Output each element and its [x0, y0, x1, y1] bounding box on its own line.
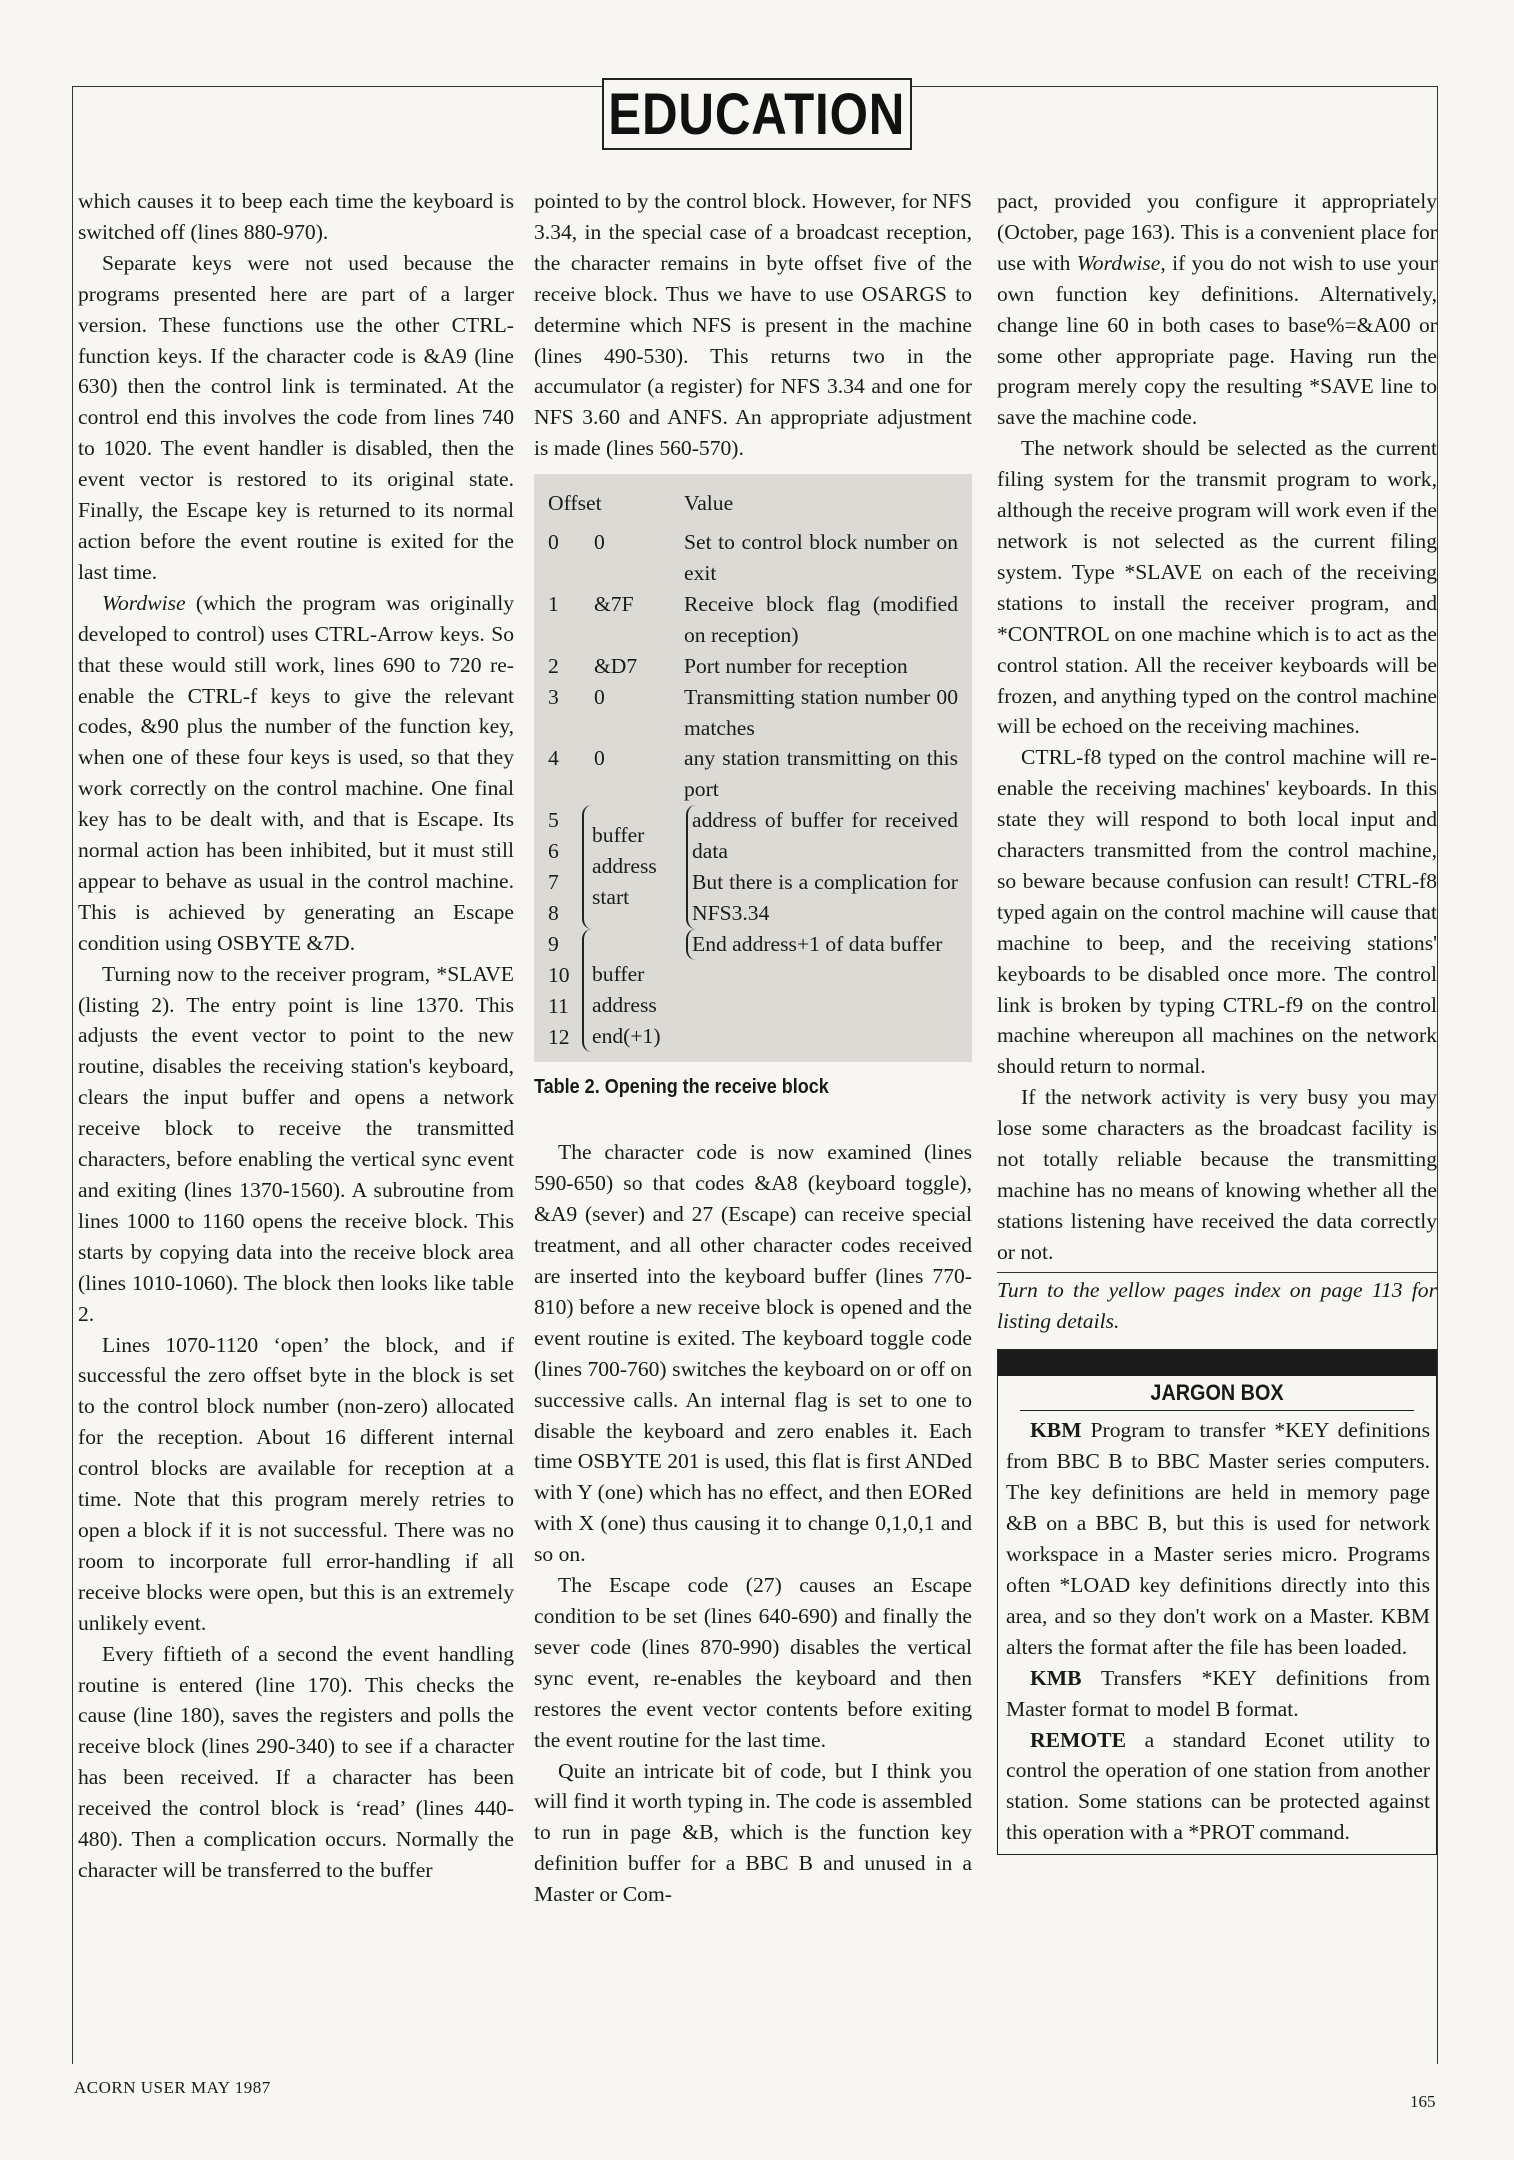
- paragraph: The character code is now examined (lines 590-650) so that codes &A8 (keyboard toggle), &A9 (sever) and 27 (Escape) can receive special treatment, and all other character codes received are inserted into the keyboard buffer (lines 770-810) before a new receive block is opened and the event routine is exited. The keyboard toggle code (lines 700-760) switches the keyboard on or off on successive calls. An internal flag is set to one to disable the keyboard and zero enables it. Each time OSBYTE 201 is used, this flat is first ANDed with Y (one) which has no effect, and then EORed with X (one) thus causing it to change 0,1,0,1 and so on.: [534, 1140, 972, 1567]
- table-cell-offset: 0: [594, 684, 605, 709]
- jargon-term: KMB: [1030, 1665, 1082, 1690]
- paragraph: If the network activity is very busy you may lose some characters as the broadcast facility is not totally reliable because the transmitting machine has no means of knowing whether all the stations listening have received the data correctly or not.: [997, 1085, 1437, 1264]
- paragraph: Quite an intricate bit of code, but I think you will find it worth typing in. The code is assembled to run in page &B, which is the function key definition buffer for a BBC B and unused in a Master or Com-: [534, 1758, 972, 1907]
- jargon-definition: a standard Econet utility to control the operation of one station from another station. Some stations can be protected against this operation with a *PROT command.: [1006, 1727, 1430, 1845]
- table-cell-number: 0: [548, 530, 559, 555]
- note-divider: [997, 1272, 1437, 1273]
- wordwise-emphasis: Wordwise: [102, 590, 186, 615]
- paragraph: [78, 588, 514, 959]
- article-column-2: [534, 186, 972, 1910]
- article-column-1: [78, 186, 514, 1886]
- page-number: 165: [1410, 2092, 1436, 2111]
- table-group-buffer-end: [548, 929, 958, 1053]
- jargon-entry: [1006, 1415, 1430, 1662]
- table-row: [548, 527, 958, 589]
- table-cell-number: 3: [548, 684, 559, 709]
- table-cell-value: Port number for reception: [684, 653, 908, 678]
- jargon-box: [997, 1349, 1437, 1856]
- table-row: [548, 651, 958, 682]
- table-header-row: [548, 488, 958, 519]
- paragraph: pointed to by the control block. However, for NFS 3.34, in the special case of a broadcast reception, the character remains in byte offset five of the receive block. Thus we have to use OSARGS to determine which NFS is present in the machine (lines 490-530). This returns two in the accumulator (a register) for NFS 3.34 and one for NFS 3.60 and ANFS. An appropriate adjustment is made (lines 560-570).: [534, 189, 972, 461]
- jargon-entry: [1006, 1663, 1430, 1725]
- table-cell-value: address of buffer for received data: [692, 808, 958, 864]
- table-cell-label: buffer: [592, 961, 645, 986]
- frame-right-rule: [1437, 86, 1438, 2064]
- table-cell-number: 1: [548, 591, 559, 616]
- paragraph: Separate keys were not used because the programs presented here are part of a larger version. These functions use the other CTRL-function keys. If the character code is &A9 (line 630) then the control link is terminated. At the control end this involves the code from lines 740 to 1020. The event handler is disabled, then the event vector is restored to its original state. Finally, the Escape key is returned to its normal action before the event routine is exited for the last time.: [78, 250, 514, 584]
- table-caption: Table 2. Opening the receive block: [534, 1076, 829, 1099]
- group-values-brace: [686, 805, 958, 929]
- table-cell-number: 12: [548, 1024, 570, 1049]
- table-cell-value: Set to control block number on exit: [684, 530, 958, 585]
- table-cell-number: 6: [548, 839, 559, 864]
- table-header-offset: Offset: [548, 491, 602, 516]
- paragraph: which causes it to beep each time the keyboard is switched off (lines 880-970).: [78, 189, 514, 244]
- table-cell-label: start: [592, 885, 630, 910]
- table-cell-label: address: [592, 992, 657, 1017]
- table-cell-offset: &7F: [594, 591, 634, 616]
- paragraph: Lines 1070-1120 ‘open’ the block, and if successful the zero offset byte in the block is set to the control block number (non-zero) allocated for the reception. About 16 different internal control blocks are available for reception at a time. Note that this program merely retries to open a block if it is not successful. There was no room to incorporate full error-handling if all receive blocks were open, but this is an extremely unlikely event.: [78, 1332, 514, 1635]
- table-row: [548, 682, 958, 744]
- paragraph: Turning now to the receiver program, *SLAVE (listing 2). The entry point is line 1370. This adjusts the event vector to point to the new routine, disables the receiving station's keyboard, clears the input buffer and opens a network receive block to receive the transmitted characters, before enabling the vertical sync event and exiting (lines 1370-1560). A subroutine from lines 1000 to 1160 opens the receive block. This starts by copying data into the receive block area (lines 1010-1060). The block then looks like table 2.: [78, 961, 514, 1326]
- jargon-term: KBM: [1030, 1418, 1082, 1443]
- paragraph: The network should be selected as the current filing system for the transmit program to work, although the receive program will work even if the network is not selected as the current filing system. Type *SLAVE on each of the receiving stations to install the receiver program, and *CONTROL on one machine which is to act as the control station. All the receiver keyboards will be frozen, and anything typed on the control machine will be echoed on the receiving machines.: [997, 436, 1437, 739]
- table-row: [548, 743, 958, 805]
- paragraph-text: , if you do not wish to use your own function key definitions. Alternatively, change line 60 in both cases to base%=&A00 or some other appropriate page. Having run the program merely copy the resulting *SAVE line to save the machine code.: [997, 250, 1437, 430]
- table-cell-offset: 0: [594, 530, 605, 555]
- group-values-brace: [686, 929, 958, 960]
- group-labels-brace: [582, 805, 686, 929]
- jargon-definition: Program to transfer *KEY definitions from BBC B to BBC Master series computers. The key definitions are held in memory page &B on a BBC B, but this is used for network workspace in a Master series micro. Programs often *LOAD key definitions directly into this area, and so they don't work on a Master. KBM alters the format after the file has been loaded.: [1006, 1418, 1430, 1659]
- table-cell-label: buffer: [592, 823, 645, 848]
- table-cell-number: 2: [548, 653, 559, 678]
- jargon-term: REMOTE: [1030, 1727, 1126, 1752]
- table-cell-value: End address+1 of data buffer: [692, 931, 943, 956]
- listing-note: Turn to the yellow pages index on page 113 for listing details.: [997, 1277, 1437, 1333]
- paragraph-text: pact, provided you configure it appropriately (October, page 163). This is a convenient place for use with: [997, 189, 1437, 275]
- table-cell-value: Receive block flag (modified on reception): [684, 591, 958, 647]
- table-cell-number: 7: [548, 870, 559, 895]
- wordwise-emphasis: Wordwise: [1076, 250, 1161, 275]
- table-cell-offset: &D7: [594, 653, 638, 678]
- paragraph: CTRL-f8 typed on the control machine will re-enable the receiving machines' keyboards. In this state they will respond to both local input and characters transmitted from the control machine, so beware because confusion can result! CTRL-f8 typed again on the control machine will cause that machine to beep, and the receiving stations' keyboards to be disabled once more. The control link is broken by typing CTRL-f9 on the control machine whereupon all machines on the network should return to normal.: [997, 745, 1437, 1079]
- table-cell-number: 8: [548, 900, 559, 925]
- table-cell-number: 10: [548, 962, 570, 987]
- paragraph: [997, 186, 1437, 433]
- paragraph-text: (which the program was originally developed to control) uses CTRL-Arrow keys. So that these would still work, lines 690 to 720 re-enable the CTRL-f keys to give the relevant codes, &90 plus the number of the function key, when one of these four keys is used, so that they work correctly on the control machine. One final key has to be dealt with, and that is Escape. Its normal action has been inhibited, but it must still appear to behave as usual in the control machine. This is achieved by generating an Escape condition using OSBYTE &7D.: [78, 590, 514, 955]
- table-cell-value: any station transmitting on this port: [684, 746, 958, 802]
- offset-table: [534, 474, 972, 1062]
- paragraph: Every fiftieth of a second the event handling routine is entered (line 170). This checks the cause (line 180), saves the registers and polls the receive block (lines 290-340) to see if a character has been received. If a character has been received the control block is ‘read’ (lines 440-480). Then a complication occurs. Normally the character will be transferred to the buffer: [78, 1641, 514, 1882]
- table-cell-number: 4: [548, 746, 559, 771]
- table-cell-label: end(+1): [592, 1023, 661, 1048]
- jargon-box-body: [998, 1411, 1436, 1854]
- section-header: [602, 78, 912, 150]
- table-cell-number: 11: [548, 993, 569, 1018]
- table-row: [548, 589, 958, 651]
- group-labels-brace: [582, 929, 686, 1053]
- jargon-box-title: JARGON BOX: [1020, 1376, 1414, 1412]
- jargon-definition: Transfers *KEY definitions from Master format to model B format.: [1006, 1665, 1430, 1721]
- jargon-box-bar: [998, 1350, 1436, 1376]
- table-cell-offset: 0: [594, 746, 605, 771]
- table-cell-value: Transmitting station number 00 matches: [684, 684, 958, 740]
- table-cell-number: 5: [548, 808, 559, 833]
- table-group-buffer-start: [548, 805, 958, 929]
- table-header-value: Value: [684, 491, 734, 516]
- section-title: EDUCATION: [608, 81, 906, 147]
- table-cell-value: But there is a complication for NFS3.34: [692, 870, 958, 925]
- table-cell-label: address: [592, 854, 657, 879]
- frame-left-rule: [72, 86, 73, 2064]
- jargon-entry: [1006, 1725, 1430, 1849]
- article-column-3: [997, 186, 1437, 1855]
- footer-publication: ACORN USER MAY 1987: [74, 2078, 271, 2097]
- table-cell-number: 9: [548, 931, 559, 956]
- paragraph: The Escape code (27) causes an Escape condition to be set (lines 640-690) and finally the sever code (lines 870-990) disables the vertical sync event, re-enables the keyboard and then restores the event vector contents before exiting the event routine for the last time.: [534, 1573, 972, 1752]
